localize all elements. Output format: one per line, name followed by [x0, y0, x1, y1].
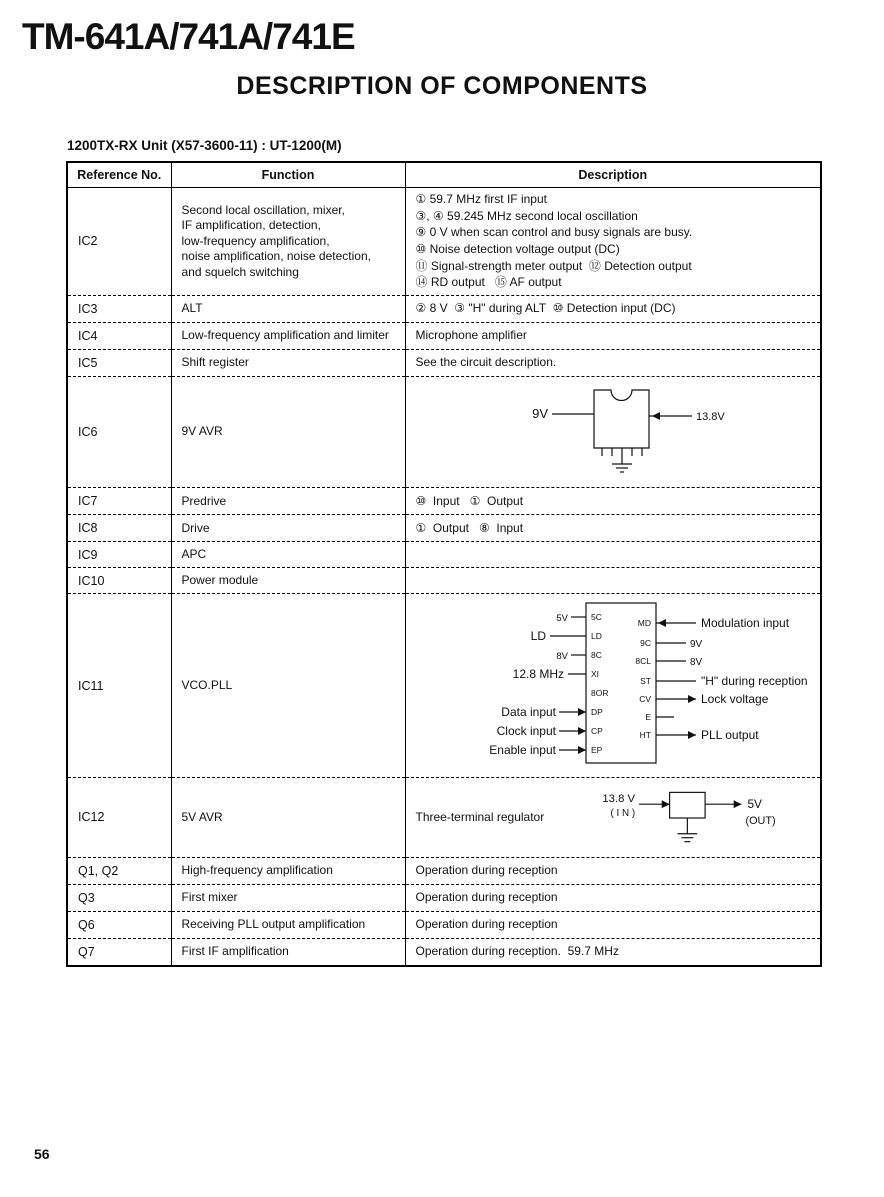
function-cell: Power module	[171, 568, 405, 594]
ext-label: Modulation input	[700, 616, 789, 631]
description-line: ⑨ 0 V when scan control and busy signals are busy.	[415, 225, 693, 240]
pin-label: 9C	[639, 638, 651, 649]
ext-label: Lock voltage	[700, 692, 768, 707]
ground-symbol	[677, 833, 697, 841]
description-cell	[405, 542, 821, 568]
description-cell	[405, 568, 821, 594]
pin-label: 8OR	[590, 688, 608, 699]
in-sub-label: ( I N )	[610, 807, 635, 819]
table-row-ic6	[67, 376, 821, 488]
description-cell: ② 8 V ③ "H" during ALT ⑩ Detection input (DC)	[405, 295, 821, 322]
ext-label: LD	[530, 629, 546, 644]
ext-label: 12.8 MHz	[512, 667, 564, 682]
pin-label: ST	[639, 676, 651, 687]
arrowhead	[652, 412, 660, 420]
function-cell	[171, 188, 405, 296]
function-line: low-frequency amplification,	[181, 233, 330, 248]
function-cell: Shift register	[171, 349, 405, 376]
out-sub-label: (OUT)	[744, 814, 776, 827]
description-line: ⑩ Noise detection voltage output (DC)	[415, 242, 620, 257]
function-cell: High-frequency amplification	[171, 858, 405, 885]
function-cell: Receiving PLL output amplification	[171, 912, 405, 939]
table-row-q7	[67, 939, 821, 966]
description-cell: ⑩ Input ① Output	[405, 488, 821, 515]
table-row-q3	[67, 885, 821, 912]
function-line: noise amplification, noise detection,	[181, 249, 371, 264]
description-cell	[405, 778, 821, 858]
pin-label: XI	[590, 669, 599, 680]
ic6-diagram	[464, 380, 764, 480]
description-cell	[405, 376, 821, 488]
ref-cell: Q1, Q2	[67, 858, 171, 885]
function-line: and squelch switching	[181, 264, 299, 279]
table-row-q6	[67, 912, 821, 939]
column-header-function: Function	[171, 162, 405, 188]
arrowhead	[578, 746, 586, 754]
table-row-ic4	[67, 322, 821, 349]
table-row-ic12	[67, 778, 821, 858]
table-row-ic2	[67, 188, 821, 296]
description-cell: ① Output ⑧ Input	[405, 515, 821, 542]
ref-cell: IC12	[67, 778, 171, 858]
pins	[602, 448, 642, 464]
function-line: Second local oscillation, mixer,	[181, 202, 345, 217]
ref-cell: IC9	[67, 542, 171, 568]
pin-label: LD	[590, 631, 602, 642]
ext-label: "H" during reception	[700, 674, 808, 689]
ref-cell: Q6	[67, 912, 171, 939]
table-row-ic7	[67, 488, 821, 515]
pin-label: 5C	[590, 612, 602, 623]
left-external	[489, 613, 586, 757]
ic12-diagram	[576, 782, 813, 854]
ref-cell: IC4	[67, 322, 171, 349]
ground-symbol	[612, 464, 632, 472]
description-line: ③, ④ 59.245 MHz second local oscillation	[415, 208, 638, 223]
description-line: ⑭ RD output ⑮ AF output	[415, 275, 562, 290]
column-header-description: Description	[405, 162, 821, 188]
table-row-ic10	[67, 568, 821, 594]
function-cell: APC	[171, 542, 405, 568]
function-cell: 5V AVR	[171, 778, 405, 858]
regulator-body	[669, 792, 704, 818]
description-cell: Operation during reception	[405, 858, 821, 885]
arrowhead	[733, 800, 741, 808]
pin-label: 8C	[590, 650, 602, 661]
ext-label: 8V	[555, 651, 568, 663]
ref-cell: IC10	[67, 568, 171, 594]
ref-cell: IC8	[67, 515, 171, 542]
description-cell	[405, 594, 821, 778]
ref-cell: Q3	[67, 885, 171, 912]
ref-cell: IC11	[67, 594, 171, 778]
pin-label: CV	[638, 694, 651, 705]
ref-cell: IC6	[67, 376, 171, 488]
ext-label: 8V	[689, 657, 702, 669]
pin-label: HT	[639, 730, 651, 741]
description-cell: Operation during reception	[405, 885, 821, 912]
ref-cell: IC2	[67, 188, 171, 296]
right-pin-labels	[635, 618, 651, 740]
ext-label: 9V	[531, 405, 548, 421]
pin-label: 8CL	[634, 656, 651, 667]
ext-label: Enable input	[488, 743, 556, 758]
table-row-ic5	[67, 349, 821, 376]
left-pin-labels	[591, 612, 608, 755]
arrowhead	[578, 727, 586, 735]
description-cell: Operation during reception	[405, 912, 821, 939]
function-cell: First IF amplification	[171, 939, 405, 966]
ext-label: PLL output	[700, 728, 759, 743]
function-line: IF amplification, detection,	[181, 218, 321, 233]
description-cell	[405, 188, 821, 296]
header-row	[67, 162, 821, 188]
description-caption: Three-terminal regulator	[415, 809, 545, 824]
in-label: 13.8 V	[601, 792, 635, 805]
ref-cell: Q7	[67, 939, 171, 966]
column-header-reference: Reference No.	[67, 162, 171, 188]
description-line: ① 59.7 MHz first IF input	[415, 192, 547, 207]
ext-label: 5V	[555, 613, 568, 625]
function-cell: First mixer	[171, 885, 405, 912]
description-cell: Operation during reception. 59.7 MHz	[405, 939, 821, 966]
ref-cell: IC5	[67, 349, 171, 376]
ext-label: Data input	[500, 705, 556, 720]
pin-label: DP	[590, 707, 603, 718]
description-cell: See the circuit description.	[405, 349, 821, 376]
page-title: TM-641A/741A/741E	[22, 16, 355, 57]
function-cell: VCO.PLL	[171, 594, 405, 778]
ref-cell: IC7	[67, 488, 171, 515]
ext-label: 13.8V	[695, 410, 725, 423]
function-cell: Low-frequency amplification and limiter	[171, 322, 405, 349]
ic11-diagram	[416, 597, 826, 769]
table-row-ic9	[67, 542, 821, 568]
ref-cell: IC3	[67, 295, 171, 322]
arrowhead	[688, 695, 696, 703]
table-row-ic11	[67, 594, 821, 778]
out-label: 5V	[746, 796, 762, 811]
arrowhead	[661, 800, 669, 808]
pin-label: E	[644, 712, 651, 723]
ext-label: Clock input	[496, 724, 556, 739]
arrowhead	[688, 731, 696, 739]
page-subtitle: DESCRIPTION OF COMPONENTS	[236, 72, 648, 100]
table-row-q1q2	[67, 858, 821, 885]
page-number: 56	[34, 1146, 50, 1162]
description-cell: Microphone amplifier	[405, 322, 821, 349]
chip-body	[594, 390, 649, 448]
arrowhead	[658, 619, 666, 627]
pin-label: MD	[637, 618, 651, 629]
unit-heading: 1200TX-RX Unit (X57-3600-11) : UT-1200(M)	[67, 138, 342, 153]
table-row-ic8	[67, 515, 821, 542]
components-table	[66, 161, 822, 967]
table-row-ic3	[67, 295, 821, 322]
ext-label: 9V	[689, 639, 702, 651]
pin-label: CP	[590, 726, 603, 737]
pin-label: EP	[590, 745, 602, 756]
function-cell: Predrive	[171, 488, 405, 515]
description-line: ⑪ Signal-strength meter output ⑫ Detection output	[415, 258, 692, 273]
function-cell: Drive	[171, 515, 405, 542]
function-cell: 9V AVR	[171, 376, 405, 488]
arrowhead	[578, 708, 586, 716]
function-cell: ALT	[171, 295, 405, 322]
right-external	[656, 616, 808, 742]
